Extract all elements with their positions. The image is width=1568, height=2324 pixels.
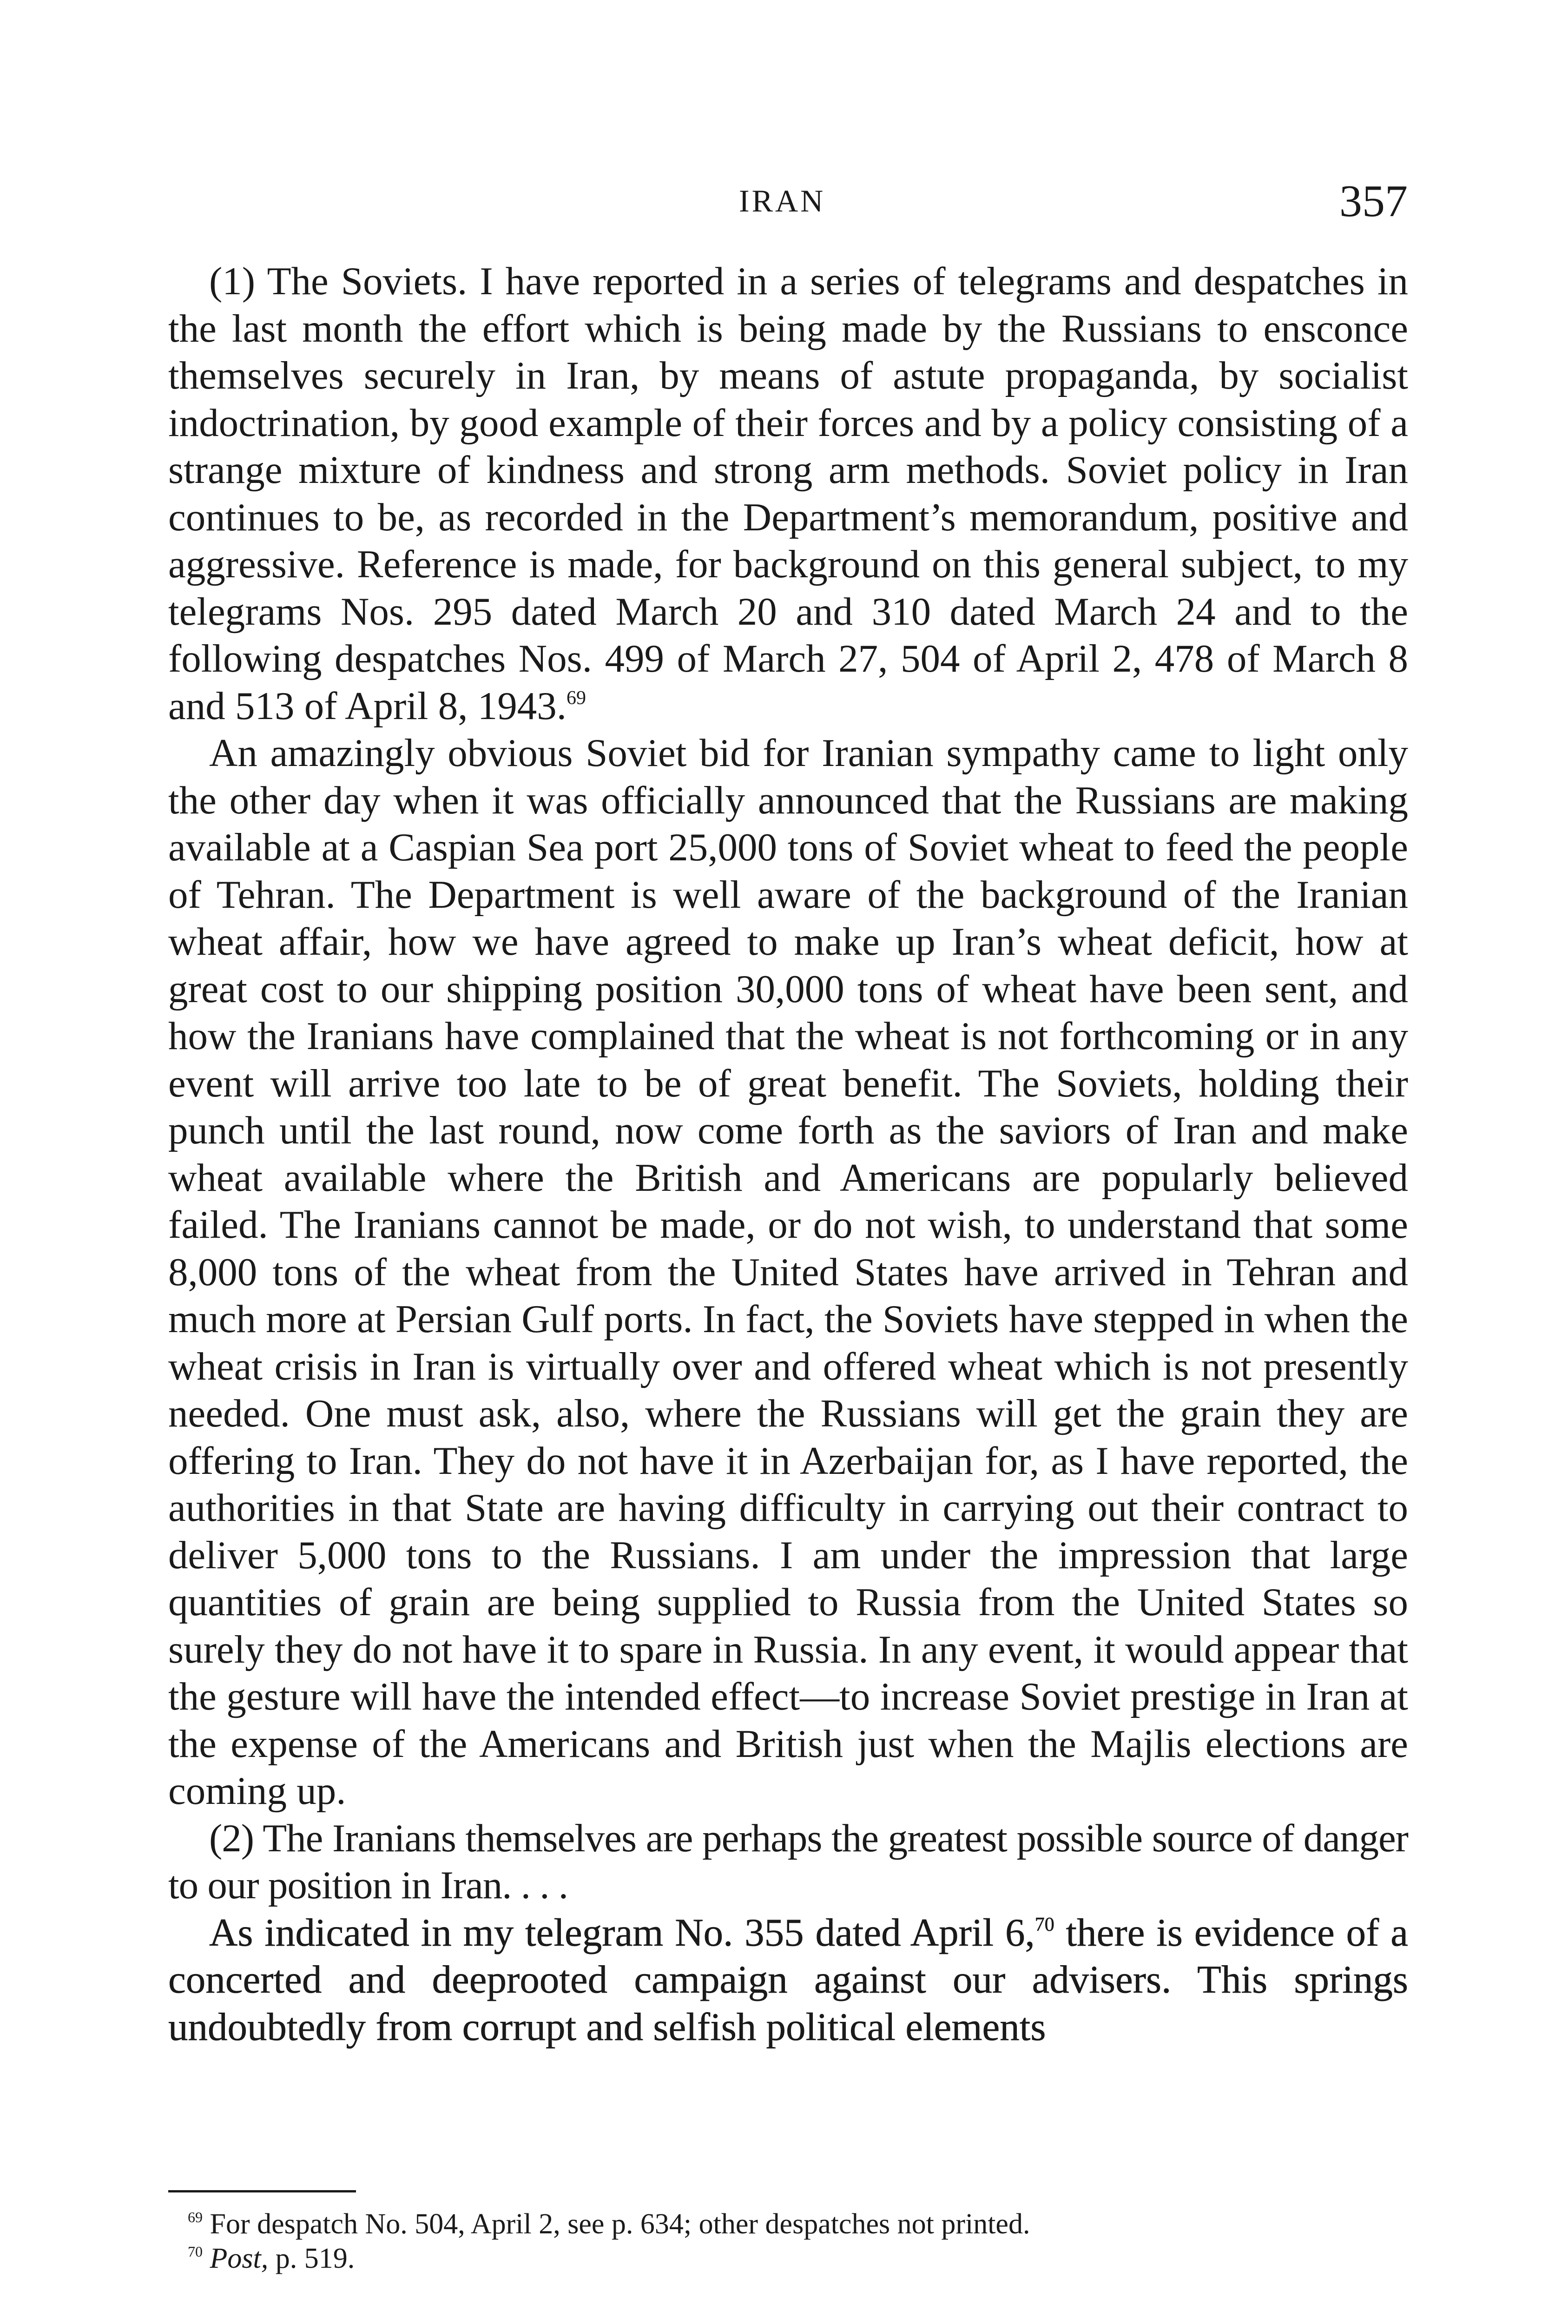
paragraph-text-after: there is evidence of a concerted and deeprooted campaign against our advisers. This springs undoubtedly from corrupt and selfish political elements <box>168 1910 1408 2049</box>
footnote-69 <box>168 2207 1408 2241</box>
footnote-divider <box>168 2190 356 2192</box>
footnote-text: p. 519. <box>268 2243 355 2274</box>
page-number: 357 <box>1339 176 1408 226</box>
paragraph-text: An amazingly obvious Soviet bid for Iranian sympathy came to light only the other day when it was officially announced that the Russians are making available at a Caspian Sea port 25,000 tons of Soviet wheat to feed the people of Tehran. The Department is well aware of the background of the Iranian wheat affair, how we have agreed to make up Iran’s wheat deficit, how at great cost to our shipping position 30,000 tons of wheat have been sent, and how the Iranians have complained that the wheat is not forthcoming or in any event will arrive too late to be of great benefit. The Soviets, holding their punch until the last round, now come forth as the saviors of Iran and make wheat available where the British and Americans are popularly believed failed. The Iranians cannot be made, or do not wish, to understand that some 8,000 tons of the wheat from the United States have arrived in Tehran and much more at Persian Gulf ports. In fact, the Soviets have stepped in when the wheat crisis in Iran is virtually over and offered wheat which is not presently needed. One must ask, also, where the Russians will get the grain they are offering to Iran. They do not have it in Azerbaijan for, as I have reported, the authorities in that State are having difficulty in carrying out their contract to deliver 5,000 tons to the Russians. I am under the impression that large quantities of grain are being supplied to Russia from the United States so surely they do not have it to spare in Russia. In any event, it would appear that the gesture will have the intended effect—to increase Soviet prestige in Iran at the expense of the Americans and British just when the Majlis elections are coming up. <box>168 731 1408 1813</box>
paragraph-text: (1) The Soviets. I have reported in a series of telegrams and despatches in the last month the effort which is being made by the Russians to ensconce themselves securely in Iran, by means of astute propaganda, by socialist indoctrination, by good example of their forces and by a policy consisting of a strange mixture of kindness and strong arm methods. Soviet policy in Iran continues to be, as recorded in the Department’s memorandum, positive and aggressive. Reference is made, for background on this general subject, to my telegrams Nos. 295 dated March 20 and 310 dated March 24 and to the following despatches Nos. 499 of March 27, 504 of April 2, 478 of March 8 and 513 of April 8, 1943. <box>168 259 1408 728</box>
paragraph-advisers <box>168 1909 1408 2051</box>
running-title: IRAN <box>739 183 826 218</box>
footnote-ref-70: 70 <box>1034 1914 1054 1935</box>
footnote-mark: 70 <box>188 2243 203 2260</box>
paragraph-wheat <box>168 730 1408 1815</box>
footnote-70 <box>168 2241 1408 2276</box>
paragraph-soviets <box>168 258 1408 730</box>
footnote-mark: 69 <box>188 2209 203 2225</box>
footnotes <box>168 2207 1408 2276</box>
footnote-italic-text: Post, <box>210 2243 269 2274</box>
paragraph-text: (2) The Iranians themselves are perhaps the greatest possible source of danger to our position in Iran. . . . <box>168 1816 1408 1907</box>
body-text <box>168 258 1408 2051</box>
paragraph-text-before: As indicated in my telegram No. 355 dated April 6, <box>209 1910 1035 1954</box>
paragraph-iranians <box>168 1815 1408 1909</box>
footnote-text: For despatch No. 504, April 2, see p. 634; other despatches not printed. <box>210 2208 1030 2240</box>
footnote-ref-69: 69 <box>567 687 586 709</box>
